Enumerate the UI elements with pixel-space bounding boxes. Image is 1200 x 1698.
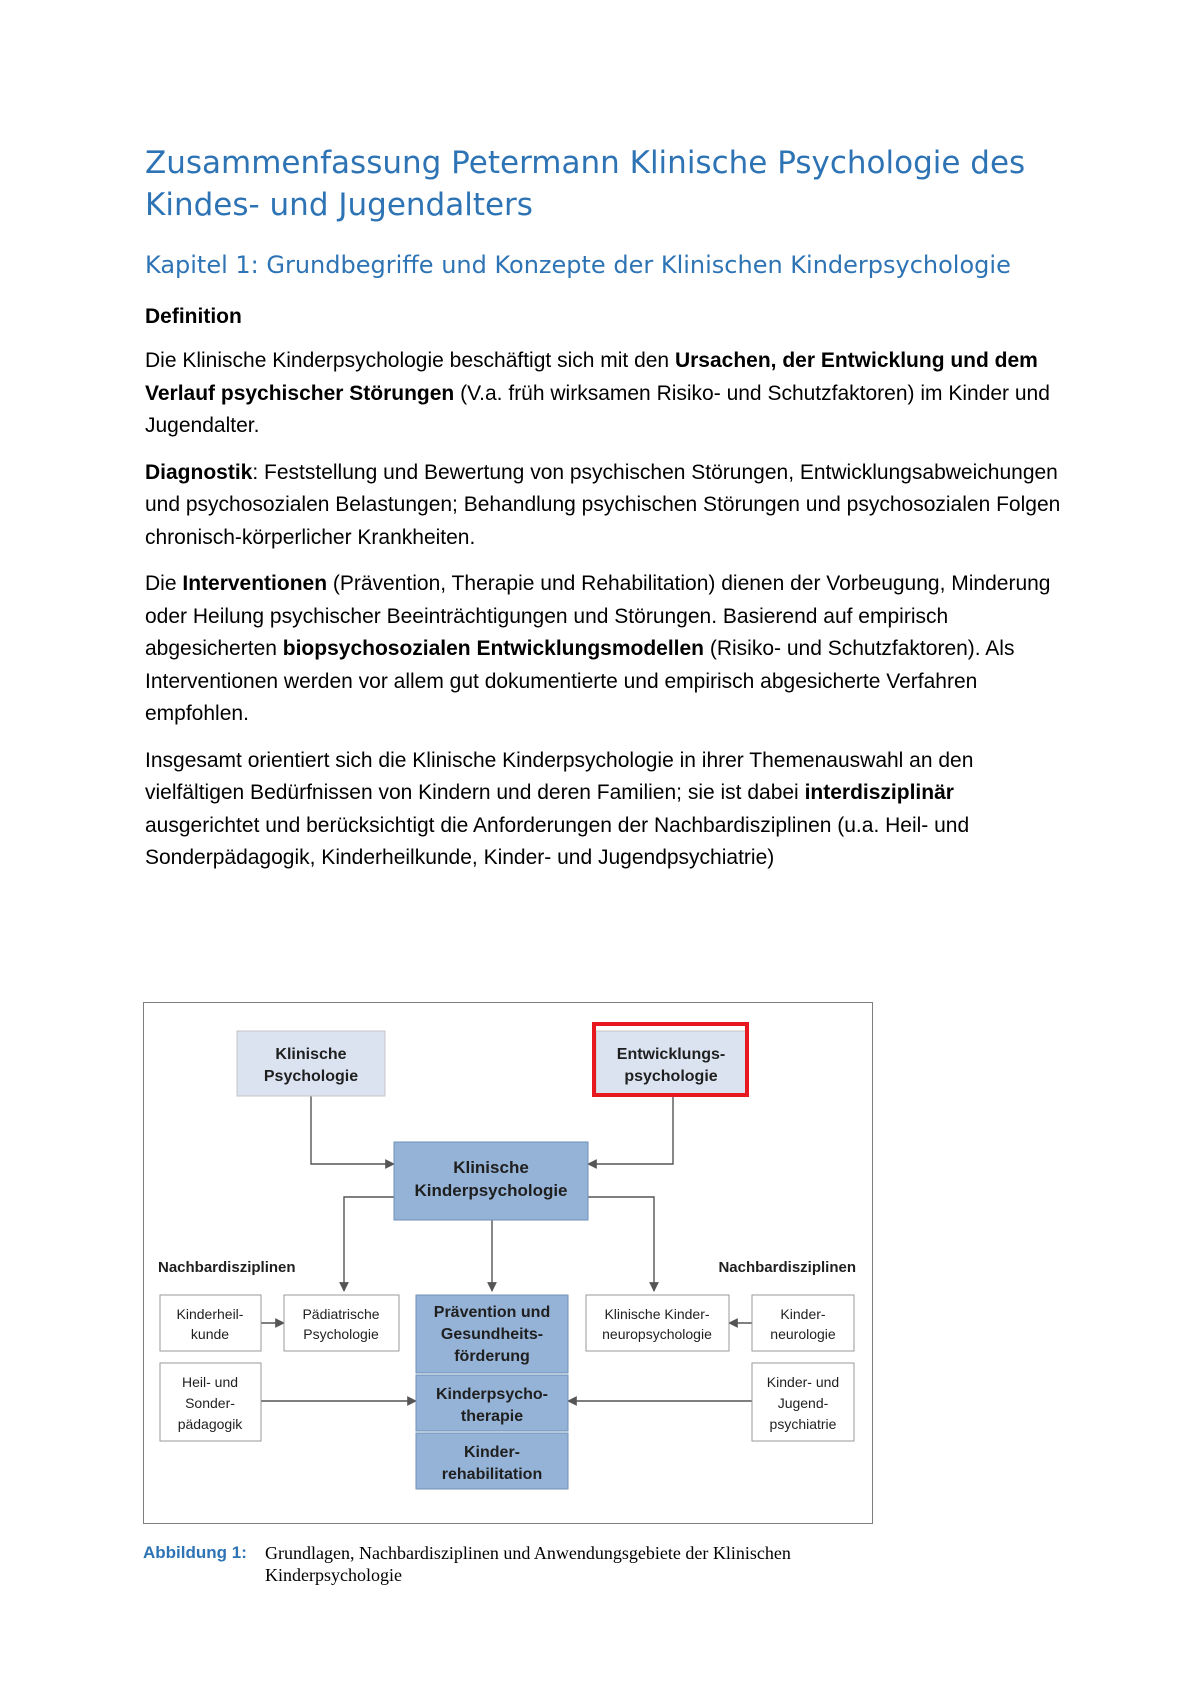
box-kinderpsychotherapie (416, 1375, 568, 1431)
label-nachbardisziplinen-right: Nachbardisziplinen (718, 1259, 856, 1276)
box-kinder-jugendpsychiatrie-line1: Kinder- und (766, 1374, 840, 1390)
paragraph-4-text-c: ausgerichtet und berücksichtigt die Anforderungen der Nachbardisziplinen (u.a. Heil- und Sonderpädagogik, Kinderheilkunde, Kinder- und Jugendpsychiatrie) (145, 813, 970, 869)
paragraph-3 (145, 568, 1065, 731)
paragraph-3-bold-1: Interventionen (182, 572, 328, 595)
box-heil-sonderpaedagogik (160, 1363, 261, 1441)
box-kinderheilkunde (160, 1295, 261, 1351)
figure-caption-text: Grundlagen, Nachbardisziplinen und Anwendungsgebiete der Klinischen Kinderpsychologie (265, 1543, 791, 1585)
box-klinische-kinderneuropsychologie (586, 1295, 729, 1351)
paragraph-1-text-a: Die Klinische Kinderpsychologie beschäftigt sich mit den (145, 349, 675, 372)
box-kinderneurologie-line2: neurologie (770, 1326, 836, 1342)
box-praevention-line2: Gesundheits- (440, 1326, 544, 1343)
box-kinder-jugendpsychiatrie-line2: Jugend- (777, 1395, 829, 1411)
box-kinderpsychotherapie-line1: Kinderpsycho- (435, 1386, 549, 1403)
paragraph-4-bold: interdisziplinär (804, 781, 954, 804)
arrow-klin-psych-to-kinderpsych (311, 1096, 394, 1164)
box-kinderrehabilitation-line1: Kinder- (464, 1444, 520, 1461)
box-heil-sonderpaedagogik-line2: Sonder- (185, 1395, 235, 1411)
box-entwicklungspsychologie-line1: Entwicklungs- (616, 1046, 726, 1063)
paragraph-1-bold: Ursachen, der Entwicklung und dem Verlauf psychischer Störungen (145, 349, 1038, 405)
arrow-entwicklung-to-kinderpsych (588, 1096, 673, 1164)
box-kinderrehabilitation (416, 1433, 568, 1489)
paragraph-3-text-e: (Risiko- und Schutzfaktoren). Als Interventionen werden vor allem gut dokumentierte und empirisch abgesicherte Verfahren empfohlen. (145, 637, 1015, 725)
box-klinische-psychologie-line1: Klinische (275, 1046, 347, 1063)
paragraph-3-bold-2: biopsychosozialen Entwicklungsmodellen (282, 637, 705, 660)
diagram-figure (143, 1002, 873, 1524)
box-praevention (416, 1295, 568, 1373)
box-kinderpsychotherapie-line2: therapie (460, 1408, 524, 1425)
box-kinder-jugendpsychiatrie-line3: psychiatrie (769, 1416, 837, 1432)
paragraph-1 (145, 345, 1065, 443)
box-praevention-line3: förderung (454, 1348, 530, 1365)
document-title: Zusammenfassung Petermann Klinische Psychologie des Kindes- und Jugendalters (145, 145, 1026, 223)
figure-caption-label: Abbildung 1: (143, 1543, 247, 1562)
box-klinische-kinderpsychologie-line1: Klinische (453, 1158, 529, 1177)
paragraph-3-text-a: Die (145, 572, 183, 595)
box-entwicklungspsychologie-line2: psychologie (624, 1068, 718, 1085)
paragraph-2-text: : Feststellung und Bewertung von psychischen Störungen, Entwicklungsabweichungen und psychosozialen Belastungen; Behandlung psychischen Störungen und psychosozialen Folgen chronisch-körperlicher Krankheiten. (145, 460, 1061, 549)
paragraph-2 (145, 457, 1065, 555)
paragraph-4-text-a: Insgesamt orientiert sich die Klinische Kinderpsychologie in ihrer Themenauswahl an den vielfältigen Bedürfnissen von Kindern und deren Familien; sie ist dabei (145, 748, 974, 804)
box-paediatrische-psychologie-line2: Psychologie (303, 1326, 379, 1342)
box-paediatrische-psychologie (284, 1295, 399, 1351)
box-klinische-kinderpsychologie-line2: Kinderpsychologie (414, 1181, 568, 1200)
box-heil-sonderpaedagogik-line1: Heil- und (181, 1374, 239, 1390)
document-body (145, 142, 1065, 889)
box-klinische-kinderneuropsychologie-line2: neuropsychologie (602, 1326, 712, 1342)
label-nachbardisziplinen-left: Nachbardisziplinen (158, 1259, 296, 1276)
box-entwicklungspsychologie (594, 1024, 748, 1096)
box-heil-sonderpaedagogik-line3: pädagogik (177, 1416, 243, 1432)
paragraph-2-bold: Diagnostik (145, 460, 253, 484)
arrow-kinderpsych-to-paediatrisch (344, 1197, 394, 1291)
paragraph-4 (145, 745, 1065, 875)
box-klinische-psychologie (237, 1031, 385, 1096)
chapter-heading: Kapitel 1: Grundbegriffe und Konzepte der Klinischen Kinderpsychologie (145, 251, 1011, 279)
box-paediatrische-psychologie-line1: Pädiatrische (302, 1306, 380, 1322)
arrow-kinderpsych-to-neuro (588, 1197, 654, 1291)
box-kinderheilkunde-line1: Kinderheil- (176, 1306, 244, 1322)
box-kinderheilkunde-line2: kunde (190, 1326, 230, 1342)
box-klinische-kinderneuropsychologie-line1: Klinische Kinder- (604, 1306, 710, 1322)
section-heading: Definition (145, 305, 242, 328)
diagram-svg (144, 1003, 872, 1523)
box-kinder-jugendpsychiatrie (752, 1363, 854, 1441)
box-kinderneurologie (752, 1295, 854, 1351)
paragraph-3-text-c: (Prävention, Therapie und Rehabilitation) dienen der Vorbeugung, Minderung oder Heilung psychischer Beeinträchtigungen und Störungen. Basierend auf empirisch abgesicherten (145, 572, 1051, 660)
paragraph-1-text-c: (V.a. früh wirksamen Risiko- und Schutzfaktoren) im Kinder und Jugendalter. (145, 381, 1050, 437)
box-praevention-line1: Prävention und (433, 1304, 551, 1321)
box-klinische-kinderpsychologie (394, 1142, 588, 1220)
box-klinische-psychologie-line2: Psychologie (263, 1068, 359, 1085)
box-kinderrehabilitation-line2: rehabilitation (441, 1466, 543, 1483)
box-kinderneurologie-line1: Kinder- (780, 1306, 826, 1322)
